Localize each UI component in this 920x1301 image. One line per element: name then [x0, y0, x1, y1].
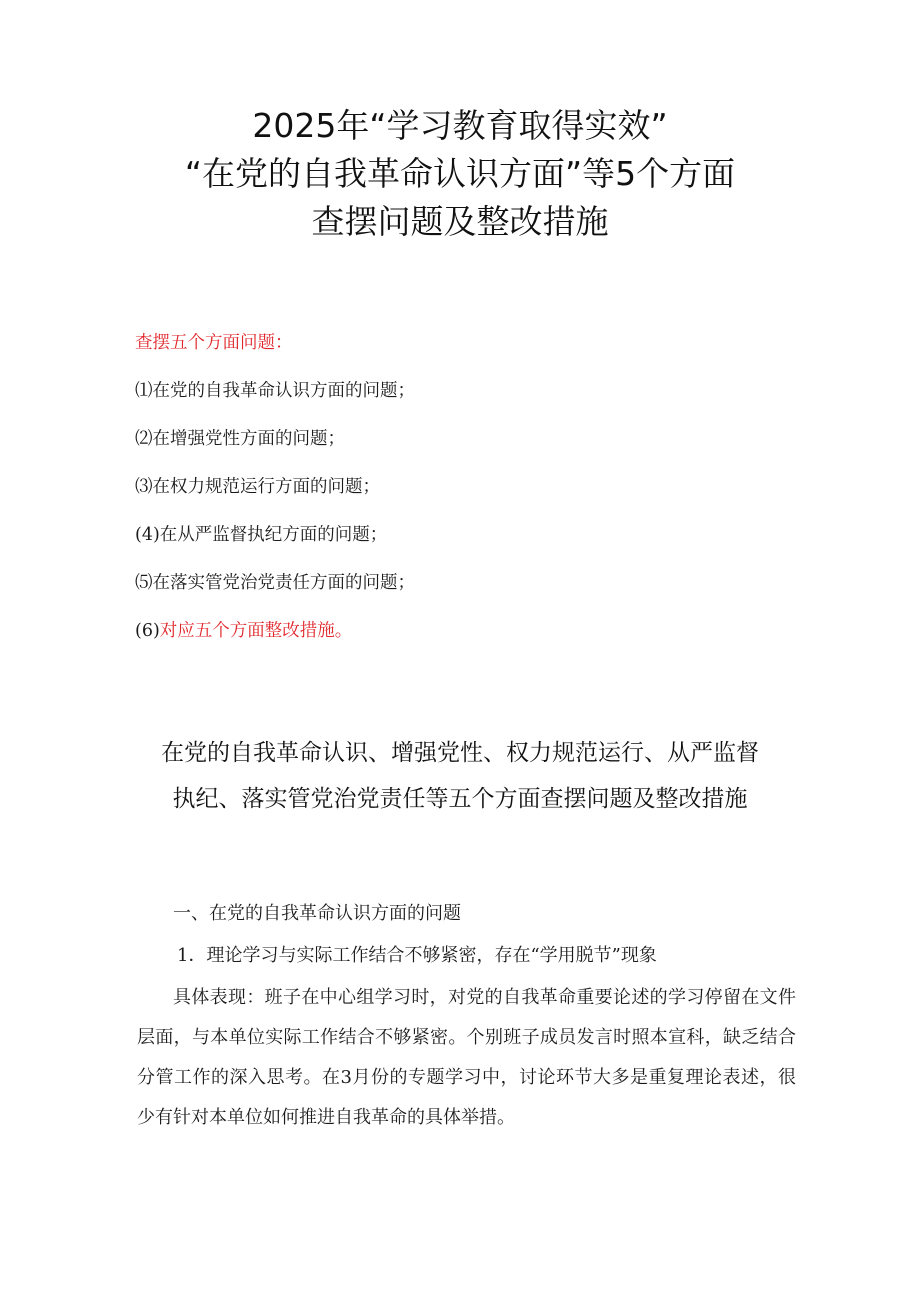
item-text: 在权力规范运行方面的问题；	[152, 477, 380, 497]
overview-list	[135, 328, 835, 664]
overview-item	[135, 424, 835, 472]
section-heading: 一、在党的自我革命认识方面的问题	[173, 903, 461, 924]
item-paragraph: 具体表现：班子在中心组学习时，对党的自我革命重要论述的学习停留在文件层面，与本单位实际工作结合不够紧密。个别班子成员发言时照本宣科，缺乏结合分管工作的深入思考。在3月份的专题学习中，讨论环节大多是重复理论表述，很少有针对本单位如何推进自我革命的具体举措。	[137, 987, 796, 1128]
subtitle-line-1: 在党的自我革命认识、增强党性、权力规范运行、从严监督	[161, 740, 759, 766]
overview-item	[135, 616, 835, 664]
title-line-3: 查摆问题及整改措施	[311, 202, 609, 241]
item-text: 在从严监督执纪方面的问题；	[159, 525, 388, 545]
overview-item	[135, 568, 835, 616]
item-marker: ⑴	[135, 381, 153, 401]
overview-item	[135, 376, 835, 424]
title-line-2: “在党的自我革命认识方面”等5个方面	[184, 154, 736, 193]
overview-item	[135, 520, 835, 568]
item-marker: (6)	[135, 621, 160, 641]
item-text: 在增强党性方面的问题；	[152, 429, 345, 449]
document-title	[0, 102, 920, 246]
title-line-1: 2025年“学习教育取得实效”	[252, 106, 668, 145]
subtitle-line-2: 执纪、落实管党治党责任等五个方面查摆问题及整改措施	[172, 786, 748, 812]
overview-heading: 查摆五个方面问题：	[135, 333, 293, 353]
section-body	[137, 896, 796, 1138]
item-title: 1．理论学习与实际工作结合不够紧密，存在“学用脱节”现象	[177, 945, 657, 966]
item-text: 在党的自我革命认识方面的问题；	[152, 381, 415, 401]
item-marker: ⑵	[135, 429, 153, 449]
overview-item	[135, 472, 835, 520]
item-marker: (4)	[135, 525, 160, 545]
item-marker: ⑶	[135, 477, 153, 497]
item-text: 对应五个方面整改措施。	[159, 621, 353, 641]
item-text: 在落实管党治党责任方面的问题；	[152, 573, 415, 593]
section-subtitle	[0, 730, 920, 822]
item-marker: ⑸	[135, 573, 153, 593]
